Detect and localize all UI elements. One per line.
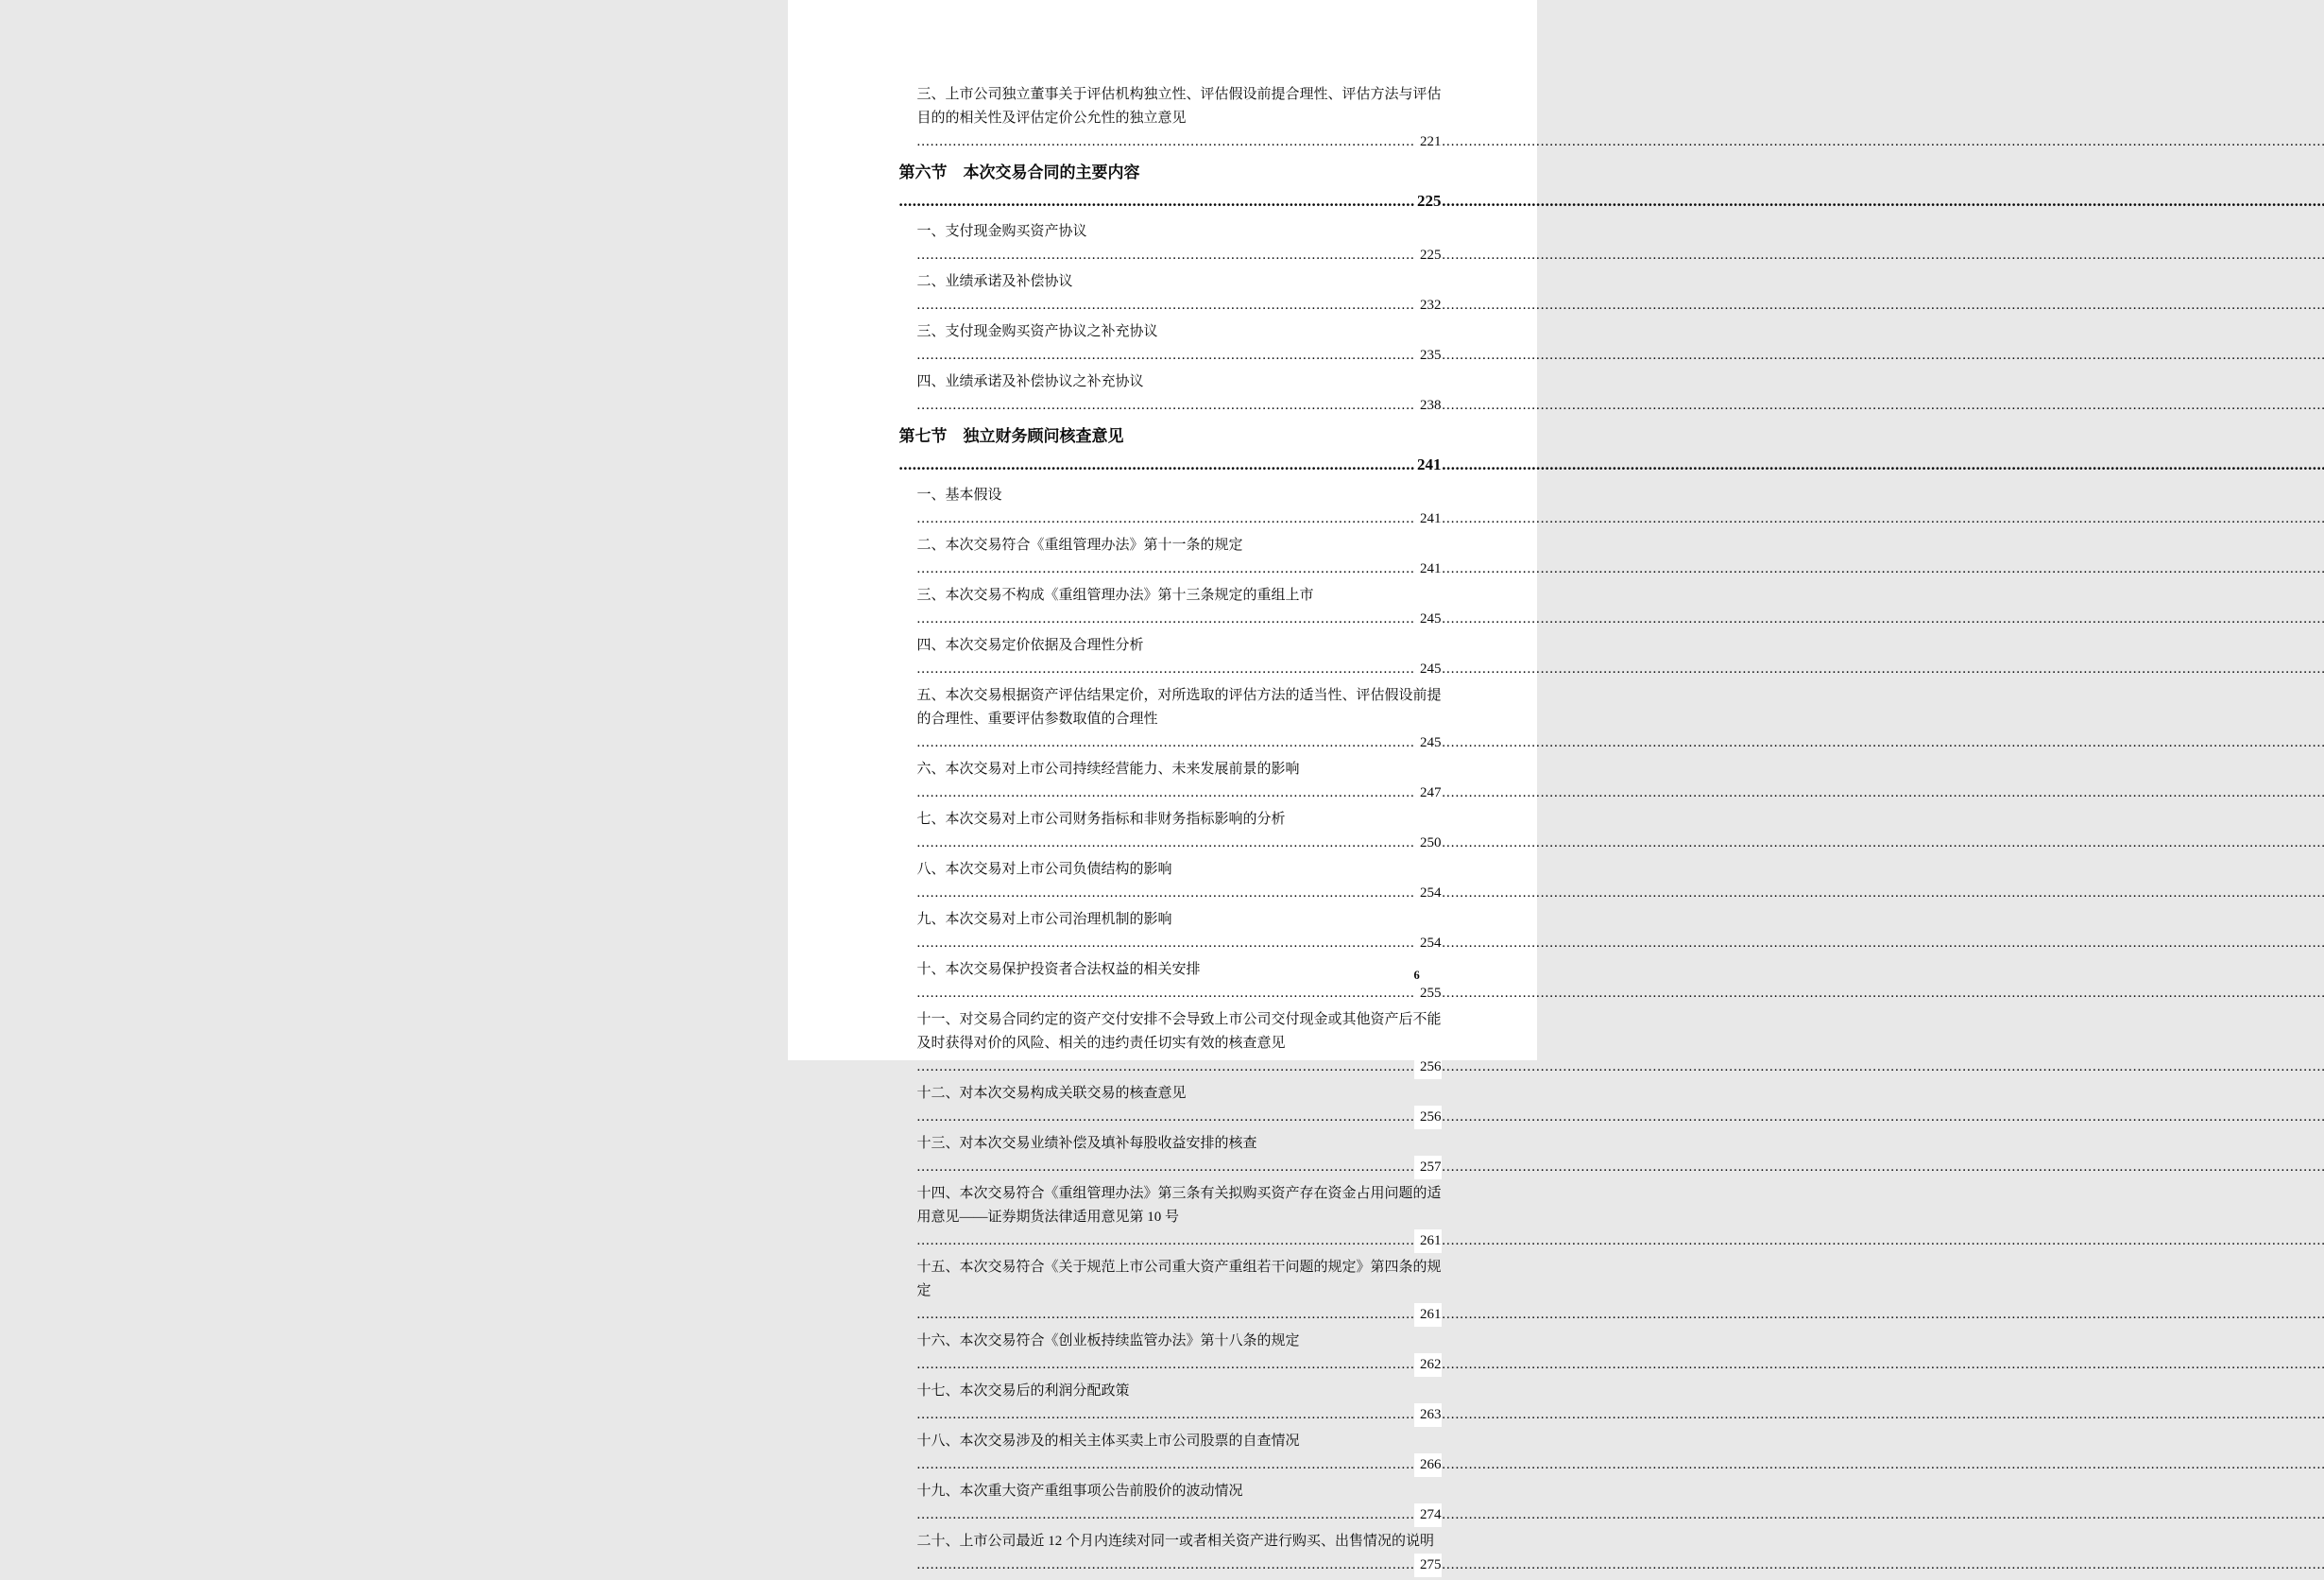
toc-item-entry	[899, 220, 1442, 267]
toc-entry-page-number: 232	[1414, 294, 1442, 318]
toc-item-entry	[899, 1380, 1442, 1427]
toc-entry-text: 十四、本次交易符合《重组管理办法》第三条有关拟购买资产存在资金占用问题的适用意见——证券期货法律适用意见第 10 号 .....	[917, 1186, 2324, 1248]
toc-item-entry	[899, 370, 1442, 418]
toc-entry-page-number: 241	[1414, 507, 1442, 531]
toc-entry-page-number: 235	[1414, 344, 1442, 368]
toc-item-entry	[899, 1008, 1442, 1079]
toc-entry-page-number: 255	[1414, 982, 1442, 1005]
toc-entry-page-number: 245	[1414, 731, 1442, 755]
toc-entry-page-number: 225	[1414, 244, 1442, 267]
toc-item-entry	[899, 808, 1442, 855]
toc-entry-text: 三、上市公司独立董事关于评估机构独立性、评估假设前提合理性、评估方法与评估目的的相关性及评估定价公允性的独立意见 .....	[917, 87, 2324, 149]
toc-entry-text: 十二、对本次交易构成关联交易的核查意见 .....	[917, 1086, 2324, 1125]
toc-entry-page-number: 225	[1415, 187, 1442, 215]
toc-entry-page-number: 261	[1414, 1229, 1442, 1253]
toc-entry-text: 三、支付现金购买资产协议之补充协议 .....	[917, 324, 2324, 363]
toc-entry-text: 第七节 独立财务顾问核查意见 .....	[899, 427, 2324, 473]
toc-entry-text: 七、本次交易对上市公司财务指标和非财务指标影响的分析 .....	[917, 812, 2324, 850]
toc-entry-page-number: 274	[1414, 1503, 1442, 1527]
toc-entry-text: 二、业绩承诺及补偿协议 .....	[917, 274, 2324, 313]
toc-entry-page-number: 245	[1414, 658, 1442, 681]
toc-entry-page-number: 256	[1414, 1056, 1442, 1079]
toc-item-entry	[899, 320, 1442, 368]
toc-entry-page-number: 241	[1415, 451, 1442, 479]
toc-entry-text: 十一、对交易合同约定的资产交付安排不会导致上市公司交付现金或其他资产后不能及时获得对价的风险、相关的违约责任切实有效的核查意见 .....	[917, 1012, 2324, 1074]
toc-entry-text: 三、本次交易不构成《重组管理办法》第十三条规定的重组上市 .....	[917, 588, 2324, 627]
toc-item-entry	[899, 1330, 1442, 1377]
toc-entry-page-number: 250	[1414, 832, 1442, 855]
toc-item-entry	[899, 484, 1442, 531]
toc-entry-page-number: 254	[1414, 932, 1442, 955]
toc-section-entry	[899, 422, 1442, 479]
toc-entry-text: 九、本次交易对上市公司治理机制的影响 .....	[917, 912, 2324, 951]
toc-item-entry	[899, 634, 1442, 681]
toc-item-entry	[899, 858, 1442, 905]
toc-item-entry	[899, 1182, 1442, 1253]
toc-item-entry	[899, 584, 1442, 631]
toc-item-entry	[899, 1480, 1442, 1527]
toc-item-entry	[899, 684, 1442, 755]
toc-entry-page-number: 241	[1414, 558, 1442, 581]
toc-item-entry	[899, 1132, 1442, 1179]
toc-item-entry	[899, 758, 1442, 805]
toc-item-entry	[899, 958, 1442, 1005]
toc-entry-text: 二、本次交易符合《重组管理办法》第十一条的规定 .....	[917, 538, 2324, 576]
toc-item-entry	[899, 1082, 1442, 1129]
toc-item-entry	[899, 1430, 1442, 1477]
toc-entry-text: 一、支付现金购买资产协议 .....	[917, 224, 2324, 263]
table-of-contents	[899, 83, 1442, 1580]
toc-entry-text: 十八、本次交易涉及的相关主体买卖上市公司股票的自查情况 .....	[917, 1434, 2324, 1472]
toc-entry-page-number: 262	[1414, 1353, 1442, 1377]
toc-entry-text: 四、业绩承诺及补偿协议之补充协议 .....	[917, 374, 2324, 413]
toc-item-entry	[899, 1530, 1442, 1577]
toc-entry-page-number: 221	[1414, 130, 1442, 154]
toc-entry-text: 第六节 本次交易合同的主要内容 .....	[899, 163, 2324, 210]
toc-entry-text: 六、本次交易对上市公司持续经营能力、未来发展前景的影响 .....	[917, 762, 2324, 800]
document-page	[788, 0, 1537, 1060]
toc-entry-page-number: 238	[1414, 394, 1442, 418]
toc-item-entry	[899, 83, 1442, 154]
toc-entry-page-number: 261	[1414, 1303, 1442, 1327]
toc-item-entry	[899, 1256, 1442, 1327]
toc-entry-page-number: 256	[1414, 1106, 1442, 1129]
toc-entry-text: 十三、对本次交易业绩补偿及填补每股收益安排的核查 .....	[917, 1136, 2324, 1175]
toc-entry-page-number: 263	[1414, 1403, 1442, 1427]
toc-entry-text: 二十、上市公司最近 12 个月内连续对同一或者相关资产进行购买、出售情况的说明 .....	[917, 1534, 2324, 1572]
toc-entry-text: 十、本次交易保护投资者合法权益的相关安排 .....	[917, 962, 2324, 1001]
toc-entry-text: 十九、本次重大资产重组事项公告前股价的波动情况 .....	[917, 1484, 2324, 1522]
toc-entry-text: 十五、本次交易符合《关于规范上市公司重大资产重组若干问题的规定》第四条的规定 .....	[917, 1260, 2324, 1322]
toc-entry-page-number: 247	[1414, 781, 1442, 805]
toc-entry-text: 五、本次交易根据资产评估结果定价，对所选取的评估方法的适当性、评估假设前提的合理性、重要评估参数取值的合理性 .....	[917, 688, 2324, 750]
toc-entry-page-number: 257	[1414, 1156, 1442, 1179]
toc-entry-text: 十六、本次交易符合《创业板持续监管办法》第十八条的规定 .....	[917, 1333, 2324, 1372]
footer-page-number: 6	[1414, 969, 1420, 983]
toc-entry-page-number: 245	[1414, 608, 1442, 631]
toc-item-entry	[899, 534, 1442, 581]
toc-entry-text: 十七、本次交易后的利润分配政策 .....	[917, 1383, 2324, 1422]
toc-entry-page-number: 266	[1414, 1453, 1442, 1477]
toc-entry-text: 八、本次交易对上市公司负债结构的影响 .....	[917, 862, 2324, 901]
toc-section-entry	[899, 159, 1442, 215]
toc-entry-text: 一、基本假设 .....	[917, 488, 2324, 526]
toc-item-entry	[899, 270, 1442, 318]
toc-entry-text: 四、本次交易定价依据及合理性分析 .....	[917, 638, 2324, 677]
toc-entry-page-number: 254	[1414, 882, 1442, 905]
toc-item-entry	[899, 908, 1442, 955]
toc-entry-page-number: 275	[1414, 1554, 1442, 1577]
